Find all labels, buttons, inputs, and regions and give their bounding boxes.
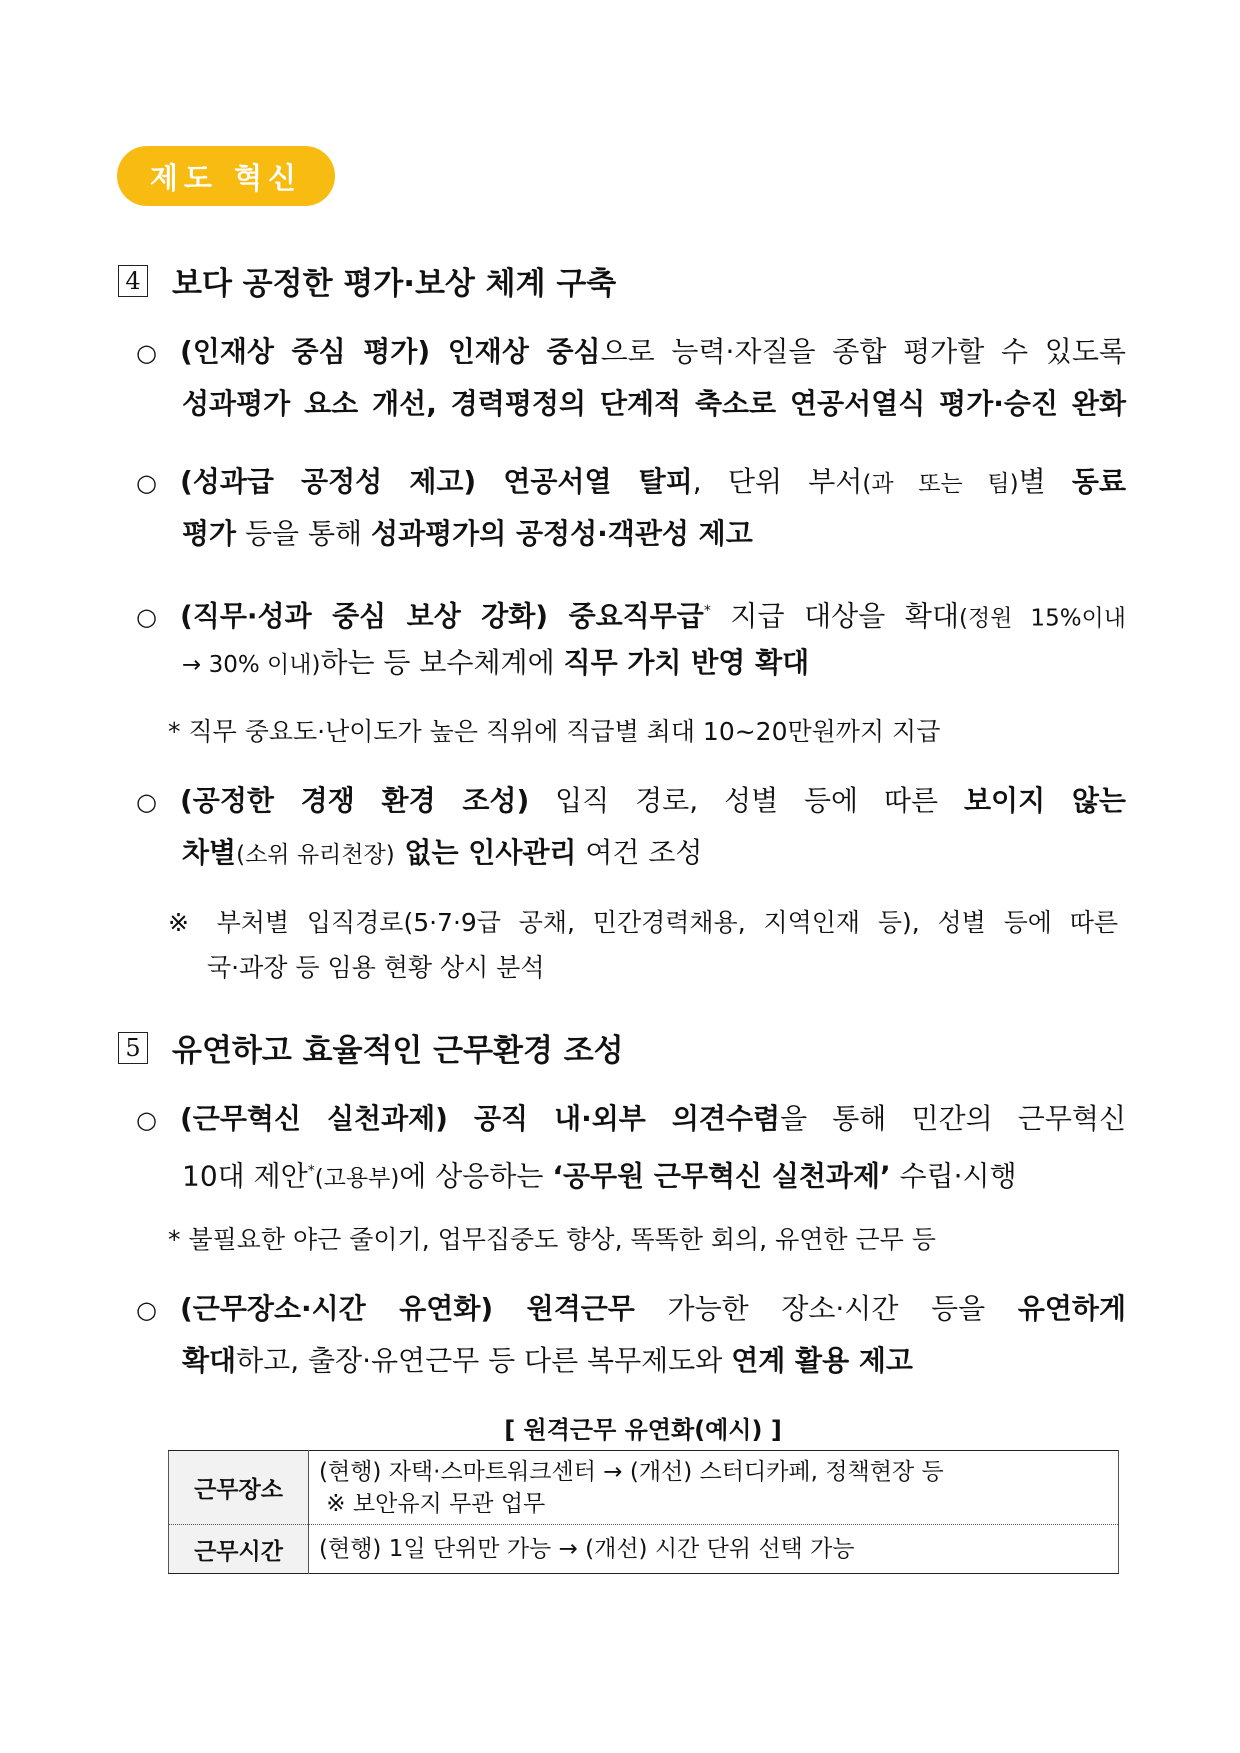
item-line <box>136 378 1126 430</box>
text-small: (고용부) <box>314 1165 400 1192</box>
emphasis: 확대 <box>182 1344 237 1377</box>
item-line <box>136 456 1126 508</box>
row-header: 근무장소 <box>169 1451 309 1525</box>
section-title: 유연하고 효율적인 근무환경 조성 <box>172 1033 624 1069</box>
item-line <box>136 508 1126 560</box>
emphasis: 원격근무 <box>493 1292 635 1325</box>
item-heading: (근무장소·시간 유연화) <box>180 1292 494 1325</box>
text: 등을 통해 <box>236 517 372 550</box>
item-line <box>136 827 1126 879</box>
emphasis: 유연하게 <box>1017 1292 1127 1325</box>
text: 을 통해 민간의 근무혁신 <box>780 1102 1126 1135</box>
list-item <box>136 775 1126 879</box>
text: 하고, 출장·유연근무 등 다른 복무제도와 <box>236 1344 732 1377</box>
emphasis: 없는 인사관리 <box>394 836 577 869</box>
text-small: (정원 15%이내 <box>959 605 1126 632</box>
list-item <box>136 1093 1126 1197</box>
list-item <box>136 456 1126 560</box>
item-heading: (근무혁신 실천과제) <box>180 1102 448 1135</box>
item-line <box>136 775 1126 827</box>
text: 으로 능력·자질을 종합 평가할 수 있도록 <box>600 335 1126 368</box>
text: 지급 대상을 확대 <box>710 599 959 633</box>
text: 별 <box>1018 465 1072 498</box>
cell-line: (현행) 자택·스마트워크센터 → (개선) 스터디카페, 정책현장 등 <box>319 1458 944 1485</box>
item-heading: (성과급 공정성 제고) <box>180 465 477 498</box>
emphasis: 차별 <box>182 836 237 869</box>
text: 여건 조성 <box>576 836 703 869</box>
bullet-icon: ○ <box>136 1296 157 1324</box>
text: 에 상응하는 <box>399 1159 553 1193</box>
row-header: 근무시간 <box>169 1525 309 1574</box>
text-small: → 30% 이내) <box>182 652 321 678</box>
table-row <box>169 1451 1119 1525</box>
emphasis: 인재상 중심 <box>430 335 601 368</box>
bullet-icon: ○ <box>136 339 157 367</box>
emphasis: 성과평가의 공정성·객관성 제고 <box>371 517 753 550</box>
list-item <box>136 585 1126 689</box>
reference-note: ※ 부처별 입직경로(5·7·9급 공채, 민간경력채용, 지역인재 등), 성별 등에 따른 <box>168 908 1118 937</box>
text-small: (과 또는 팀) <box>862 471 1019 497</box>
category-badge: 제도 혁신 <box>117 146 335 206</box>
emphasis: 동료 <box>1071 465 1127 498</box>
reference-note: 국·과장 등 임용 현황 상시 분석 <box>207 953 545 982</box>
list-item <box>136 1283 1126 1387</box>
item-line <box>136 1283 1126 1335</box>
text: , 단위 부서 <box>692 465 863 498</box>
footnote-mark: * <box>703 603 711 619</box>
emphasis: ‘공무원 근무혁신 실천과제’ <box>552 1159 891 1193</box>
text: 입직 경로, 성별 등에 따른 <box>529 784 964 817</box>
footnote: * 직무 중요도·난이도가 높은 직위에 직급별 최대 10~20만원까지 지급 <box>168 717 941 746</box>
item-line <box>136 637 1126 689</box>
section-heading-5 <box>118 1025 624 1070</box>
item-line <box>136 585 1126 637</box>
text-small: (소위 유리천장) <box>236 842 395 868</box>
text: 하는 등 보수체계에 <box>320 646 564 679</box>
cell-line: ※ 보안유지 무관 업무 <box>319 1490 546 1517</box>
item-heading: (직무·성과 중심 보상 강화) <box>180 599 549 633</box>
emphasis: 직무 가치 반영 확대 <box>563 646 810 679</box>
bullet-icon: ○ <box>136 788 157 816</box>
item-heading: (공정한 경쟁 환경 조성) <box>180 784 530 817</box>
footnote: * 불필요한 야근 줄이기, 업무집중도 향상, 똑똑한 회의, 유연한 근무 등 <box>168 1225 936 1254</box>
section-heading-4 <box>118 258 616 303</box>
emphasis: 중요직무급 <box>548 599 704 633</box>
text: 가능한 장소·시간 등을 <box>634 1292 1018 1325</box>
item-line <box>136 326 1126 378</box>
item-line <box>136 1145 1126 1197</box>
emphasis: 성과평가 요소 개선, 경력평정의 단계적 축소로 연공서열식 평가·승진 완화 <box>182 387 1126 420</box>
emphasis: 연공서열 탈피 <box>476 465 693 498</box>
cell-line: (현행) 1일 단위만 가능 → (개선) 시간 단위 선택 가능 <box>319 1536 855 1562</box>
item-line <box>136 1335 1126 1387</box>
text: 10대 제안 <box>182 1159 308 1193</box>
table-caption: [ 원격근무 유연화(예시) ] <box>504 1416 782 1444</box>
remote-work-table <box>168 1450 1119 1574</box>
emphasis: 평가 <box>182 517 237 550</box>
list-item <box>136 326 1126 430</box>
text: 수립·시행 <box>890 1159 1017 1193</box>
bullet-icon: ○ <box>136 469 157 497</box>
section-number: 5 <box>118 1032 148 1064</box>
section-number: 4 <box>118 265 148 297</box>
footnote-mark: * <box>307 1163 315 1179</box>
table-cell <box>309 1451 1119 1525</box>
item-line <box>136 1093 1126 1145</box>
emphasis: 보이지 않는 <box>964 784 1126 817</box>
table-row <box>169 1525 1119 1574</box>
emphasis: 공직 내·외부 의견수렴 <box>447 1102 781 1135</box>
item-heading: (인재상 중심 평가) <box>180 335 431 368</box>
bullet-icon: ○ <box>136 1106 157 1134</box>
emphasis: 연계 활용 제고 <box>731 1344 913 1377</box>
section-title: 보다 공정한 평가·보상 체계 구축 <box>172 266 617 302</box>
table-cell <box>309 1525 1119 1574</box>
bullet-icon: ○ <box>136 603 157 632</box>
